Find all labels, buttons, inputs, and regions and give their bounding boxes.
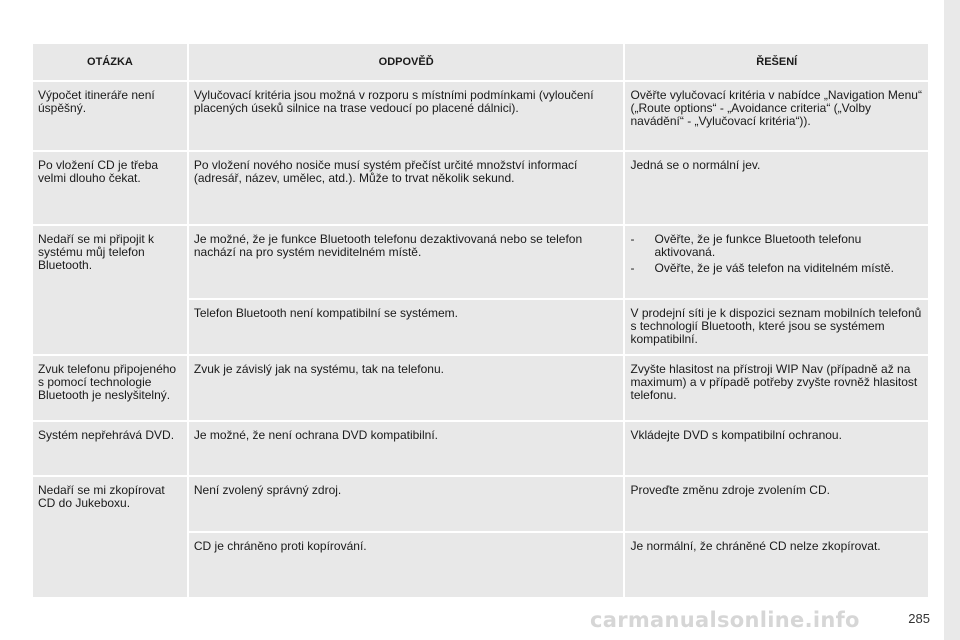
table-row <box>32 225 929 299</box>
question-cell: Zvuk telefonu připojeného s pomocí technologie Bluetooth je neslyšitelný. <box>32 355 188 421</box>
dash-bullet: - <box>630 261 635 275</box>
solution-cell <box>624 225 929 299</box>
right-margin-bar <box>944 0 960 640</box>
answer-cell: Zvuk je závislý jak na systému, tak na telefonu. <box>188 355 625 421</box>
table-row <box>32 151 929 225</box>
solution-list <box>630 233 923 275</box>
solution-cell: Jedná se o normální jev. <box>624 151 929 225</box>
page-number: 285 <box>908 611 930 626</box>
list-item <box>630 262 923 275</box>
question-cell: Výpočet itineráře není úspěšný. <box>32 81 188 151</box>
troubleshooting-table <box>31 42 930 599</box>
list-item <box>630 233 923 259</box>
header-solution: ŘEŠENÍ <box>624 43 929 81</box>
watermark-logo: carmanualsonline.info <box>590 608 860 632</box>
answer-cell: Telefon Bluetooth není kompatibilní se systémem. <box>188 299 625 355</box>
table-row <box>32 476 929 532</box>
solution-cell: V prodejní síti je k dispozici seznam mobilních telefonů s technologií Bluetooth, které jsou se systémem kompatibilní. <box>624 299 929 355</box>
solution-cell: Proveďte změnu zdroje zvolením CD. <box>624 476 929 532</box>
list-item-text: Ověřte, že je váš telefon na viditelném místě. <box>654 261 894 275</box>
solution-cell: Zvyšte hlasitost na přístroji WIP Nav (případně až na maximum) a v případě potřeby zvyšte rovněž hlasitost telefonu. <box>624 355 929 421</box>
question-cell: Nedaří se mi zkopírovat CD do Jukeboxu. <box>32 476 188 598</box>
answer-cell: Je možné, že není ochrana DVD kompatibilní. <box>188 421 625 476</box>
header-answer: ODPOVĚĎ <box>188 43 625 81</box>
table-row <box>32 355 929 421</box>
question-cell: Po vložení CD je třeba velmi dlouho čekat. <box>32 151 188 225</box>
answer-cell: Vylučovací kritéria jsou možná v rozporu s místními podmínkami (vyloučení placených úseků silnice na trase vedoucí po placené dálnici). <box>188 81 625 151</box>
table-header-row <box>32 43 929 81</box>
solution-cell: Ověřte vylučovací kritéria v nabídce „Navigation Menu“ („Route options“ - „Avoidance criteria“ („Volby navádění“ - „Vylučovací kritéria“)). <box>624 81 929 151</box>
question-cell: Nedaří se mi připojit k systému můj telefon Bluetooth. <box>32 225 188 355</box>
answer-cell: Není zvolený správný zdroj. <box>188 476 625 532</box>
answer-cell: CD je chráněno proti kopírování. <box>188 532 625 598</box>
solution-cell: Je normální, že chráněné CD nelze zkopírovat. <box>624 532 929 598</box>
dash-bullet: - <box>630 232 635 246</box>
list-item-text: Ověřte, že je funkce Bluetooth telefonu aktivovaná. <box>654 232 862 259</box>
header-question: OTÁZKA <box>32 43 188 81</box>
answer-cell: Po vložení nového nosiče musí systém přečíst určité množství informací (adresář, název, umělec, atd.). Může to trvat několik sekund. <box>188 151 625 225</box>
table-row <box>32 421 929 476</box>
answer-cell: Je možné, že je funkce Bluetooth telefonu dezaktivovaná nebo se telefon nachází na pro systém neviditelném místě. <box>188 225 625 299</box>
table-row <box>32 81 929 151</box>
question-cell: Systém nepřehrává DVD. <box>32 421 188 476</box>
solution-cell: Vkládejte DVD s kompatibilní ochranou. <box>624 421 929 476</box>
